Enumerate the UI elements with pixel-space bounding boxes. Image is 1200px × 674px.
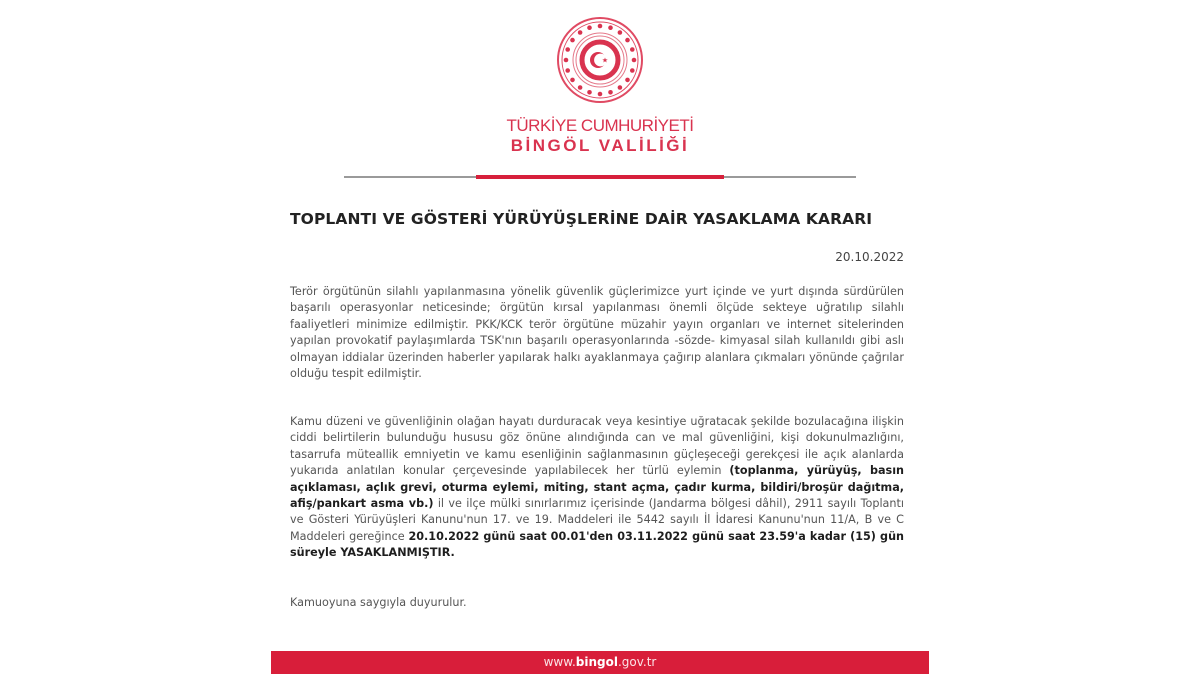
document-date: 20.10.2022 bbox=[835, 250, 904, 264]
document-title: TOPLANTI VE GÖSTERİ YÜRÜYÜŞLERİNE DAİR YASAKLAMA KARARI bbox=[290, 210, 873, 228]
closing-line: Kamuoyuna saygıyla duyurulur. bbox=[290, 596, 467, 609]
paragraph-1: Terör örgütünün silahlı yapılanmasına yönelik güvenlik güçlerimizce yurt içinde ve yurt dışında sürdürülen başarılı operasyonlar neticesinde; örgütün kırsal yapılanması önemli ölçüde sekteye uğratılıp silahlı faaliyetleri minimize edilmiştir. PKK/KCK terör örgütüne müzahir yayın organları ve internet sitelerinden yapılan provokatif paylaşımlarda TSK'nın başarılı operasyonlarında -sözde- kimyasal silah kullanıldı gibi aslı olmayan iddialar üzerinden haberler yapılarak halkı ayaklanmaya çağırıp alanlara çıkmaları yönünde çağrılar olduğu tespit edilmiştir. bbox=[290, 285, 904, 381]
state-emblem-icon bbox=[556, 16, 644, 104]
footer-url-suffix: .gov.tr bbox=[617, 655, 657, 669]
org-name-line1: TÜRKİYE CUMHURİYETİ bbox=[506, 116, 694, 135]
footer-url-domain: bingol bbox=[575, 655, 618, 669]
paragraph-2-bold-ban-period: 20.10.2022 günü saat 00.01'den 03.11.2022 günü saat 23.59'a kadar (15) gün süreyle YASAKLANMIŞTIR. bbox=[290, 529, 904, 560]
footer-url-prefix: www. bbox=[543, 655, 576, 669]
paragraph-2-text-b: il ve ilçe mülki sınırlarımız içerisinde (Jandarma bölgesi dâhil), 2911 sayılı Toplantı ve Gösteri Yürüyüşleri Kanunu'nun 17. ve 19. Maddeleri ile 5442 sayılı İl İdaresi Kanunu'nun 11/A, B ve C Maddeleri gereğince bbox=[290, 497, 904, 543]
footer-url[interactable] bbox=[544, 655, 657, 669]
org-name-line2: BİNGÖL VALİLİĞİ bbox=[510, 136, 690, 155]
paragraph-2 bbox=[290, 414, 904, 562]
header-divider-accent bbox=[476, 175, 724, 179]
footer-bar bbox=[271, 651, 929, 674]
paragraph-2-text-a: Kamu düzeni ve güvenliğinin olağan hayatı durduracak veya kesintiye uğratacak şekilde bozulacağına ilişkin ciddi belirtilerin bulunduğu hususu göz önüne alındığında can ve mal güvenliğini, kişi dokunulmazlığını, tasarrufa müteallik emniyetin ve kamu esenliğinin sağlanmasının güçleşeceği gerekçesi ile açık alanlarda yukarıda anlatılan konular çerçevesinde yapılabilecek her türlü eylemin bbox=[290, 415, 904, 478]
paragraph-2-bold-actions: (toplanma, yürüyüş, basın açıklaması, açlık grevi, oturma eylemi, miting, stant açma, çadır kurma, bildiri/broşür dağıtma, afiş/pankart asma vb.) bbox=[290, 464, 904, 511]
